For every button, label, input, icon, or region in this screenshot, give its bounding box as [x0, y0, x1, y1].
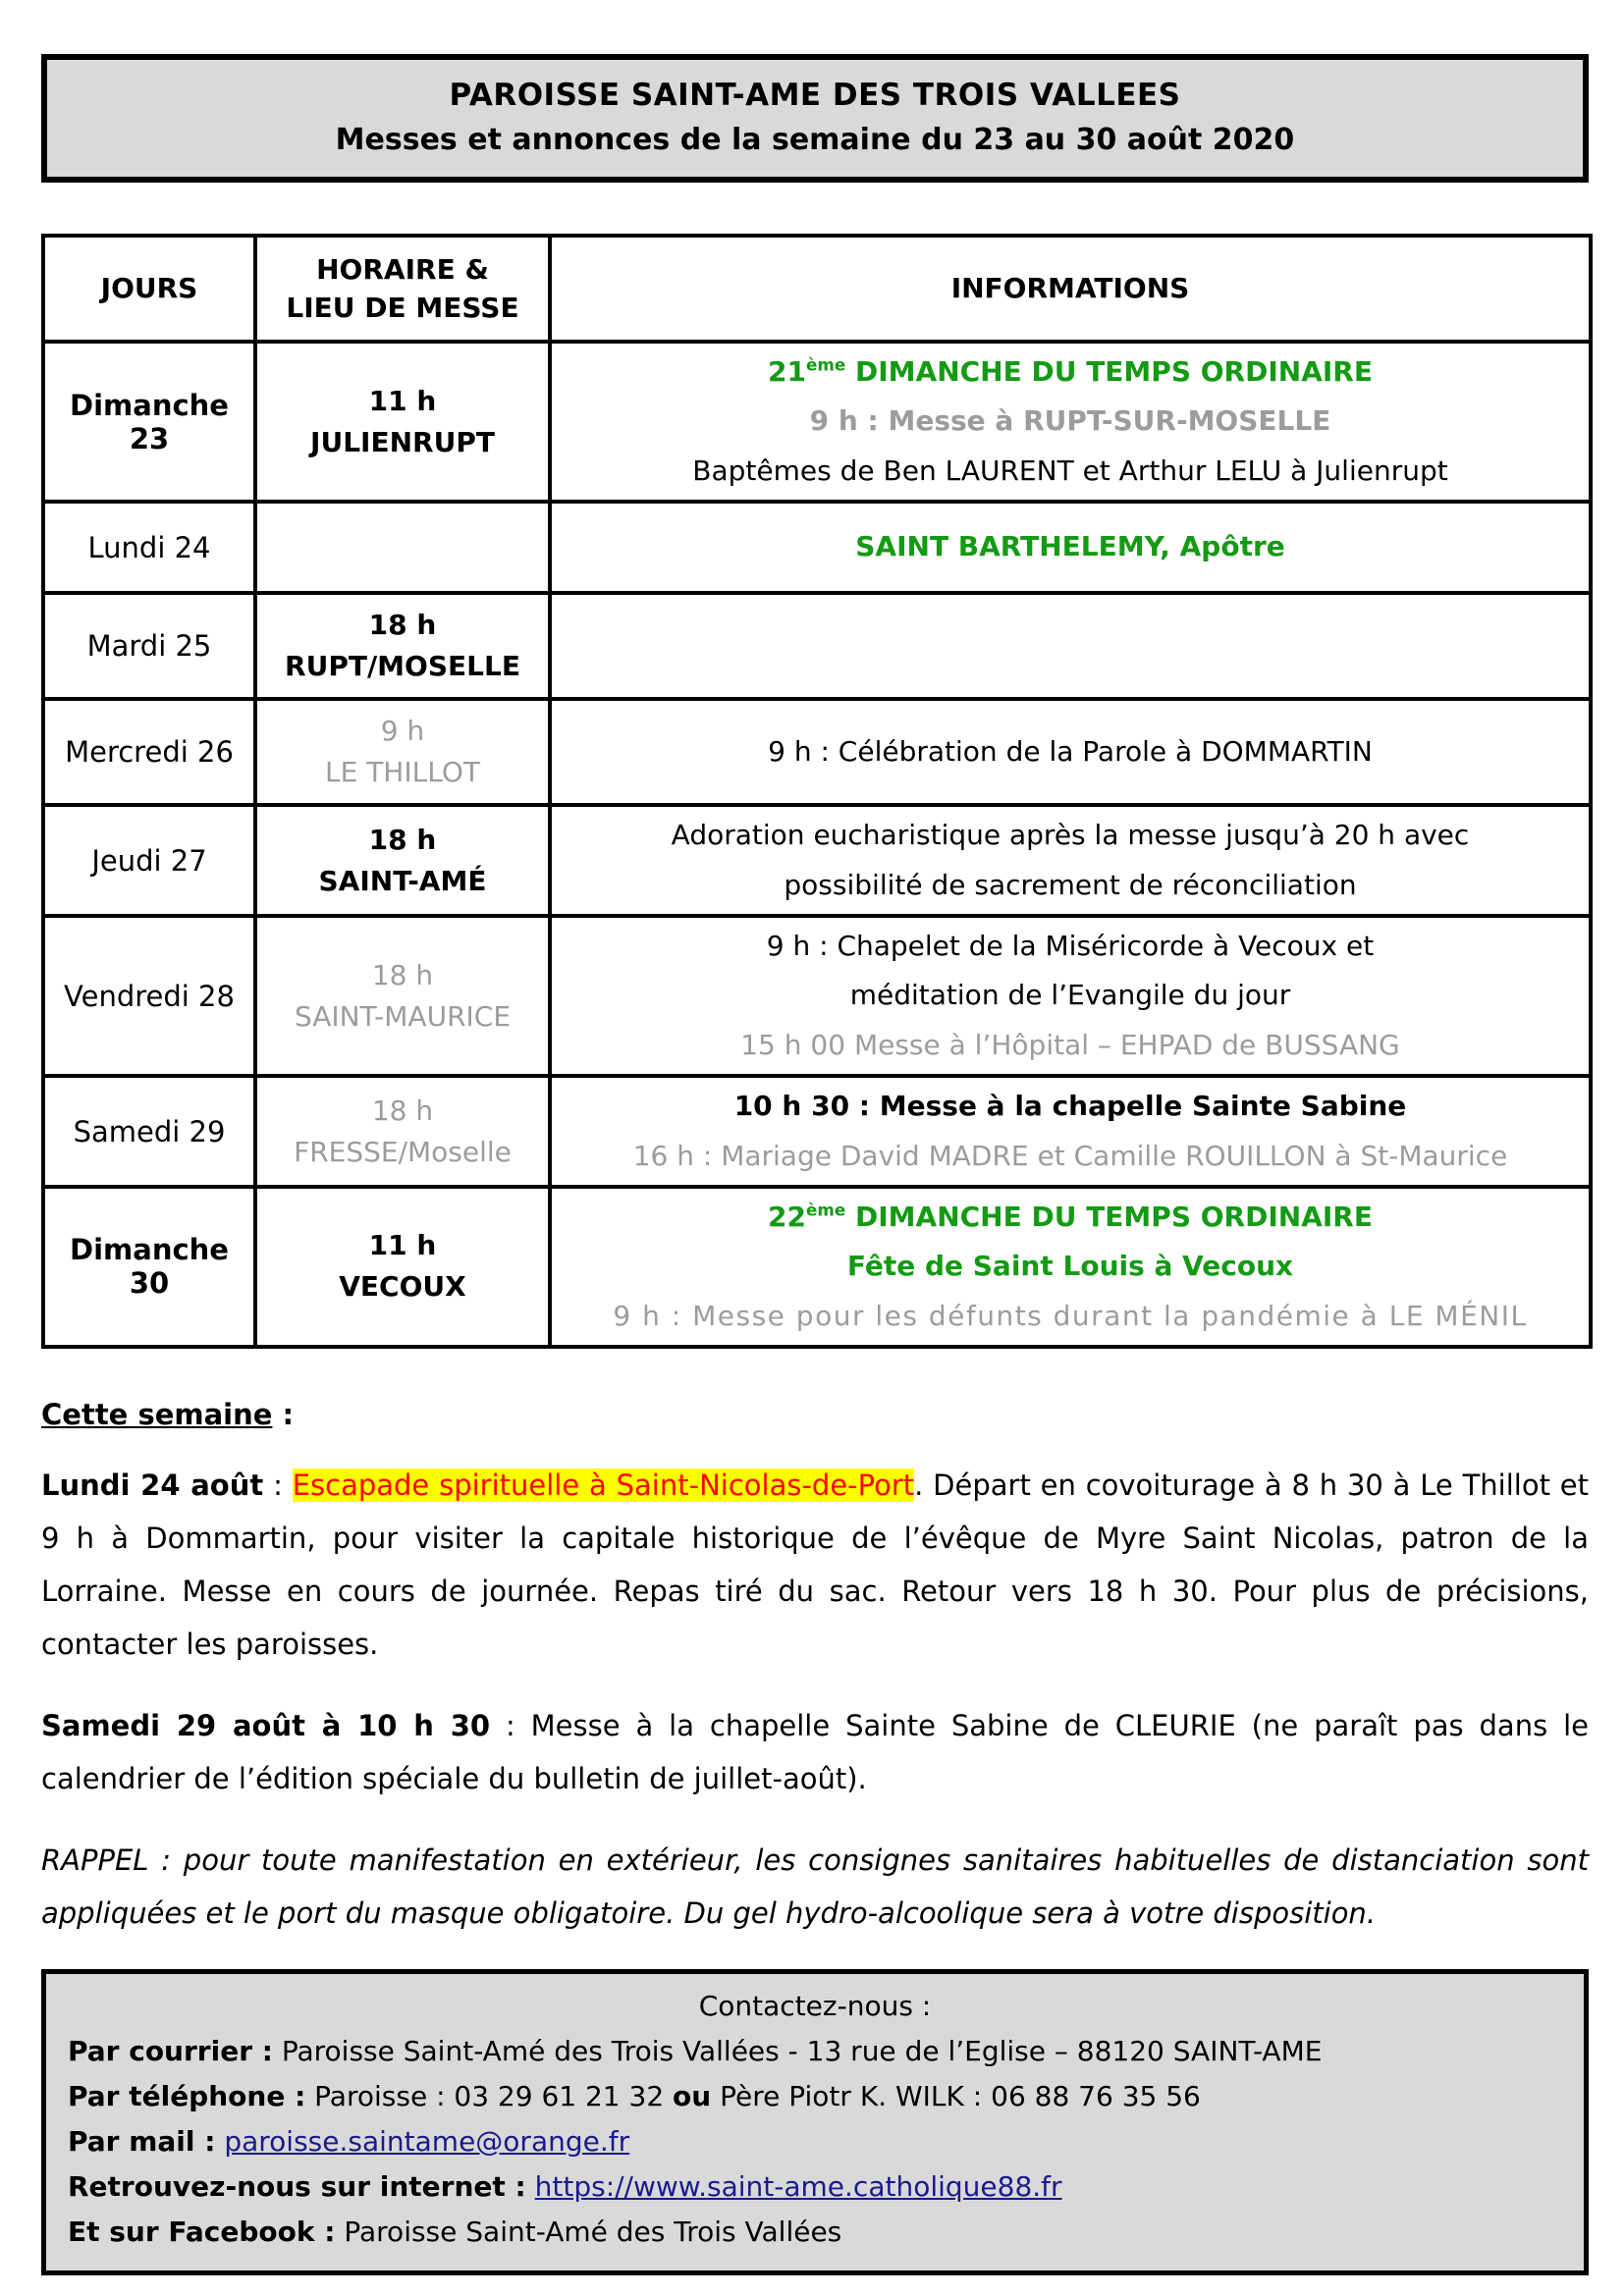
column-header-jours: JOURS [43, 236, 255, 342]
table-row-jeudi-27 [43, 805, 1591, 916]
info-cell: Adoration eucharistique après la messe jusqu’à 20 h avec possibilité de sacrement de réconciliation [550, 805, 1591, 916]
table-row-dimanche-30 [43, 1187, 1591, 1347]
contact-line-mail: Par mail : paroisse.saintame@orange.fr [68, 2125, 630, 2159]
day-cell: Samedi 29 [43, 1076, 255, 1187]
schedule-cell: 9 h LE THILLOT [255, 699, 550, 805]
table-row-mardi-25 [43, 593, 1591, 699]
schedule-cell: 18 h FRESSE/Moselle [255, 1076, 550, 1187]
section-heading-cette-semaine: Cette semaine : [41, 1398, 295, 1432]
schedule-cell: 18 h RUPT/MOSELLE [255, 593, 550, 699]
table-row-dimanche-23 [43, 342, 1591, 502]
paragraph-lundi-24: Lundi 24 août : Escapade spirituelle à Saint-Nicolas-de-Port. Départ en covoiturage à 8 h 30 à Le Thillot et 9 h à Dommartin, pour visiter la capitale historique de l’évêque de Myre Saint Nicolas, patron de la Lorraine. Messe en cours de journée. Repas tiré du sac. Retour vers 18 h 30. Pour plus de précisions, contacter les paroisses. [41, 1468, 1590, 1662]
day-cell: Jeudi 27 [43, 805, 255, 916]
table-row-samedi-29 [43, 1076, 1591, 1187]
info-cell: SAINT BARTHELEMY, Apôtre [550, 502, 1591, 593]
day-cell: Vendredi 28 [43, 916, 255, 1076]
website-link[interactable]: https://www.saint-ame.catholique88.fr [534, 2170, 1062, 2204]
day-cell: Mardi 25 [43, 593, 255, 699]
info-cell: 10 h 30 : Messe à la chapelle Sainte Sabine 16 h : Mariage David MADRE et Camille ROUILLON à St-Maurice [550, 1076, 1591, 1187]
email-link[interactable]: paroisse.saintame@orange.fr [224, 2125, 630, 2159]
contact-heading: Contactez-nous : [698, 1990, 932, 2023]
schedule-cell: 11 h JULIENRUPT [255, 342, 550, 502]
paragraph-samedi-29: Samedi 29 août à 10 h 30 : Messe à la chapelle Sainte Sabine de CLEURIE (ne paraît pas dans le calendrier de l’édition spéciale du bulletin de juillet-août). [41, 1709, 1589, 1796]
contact-line-facebook: Et sur Facebook : Paroisse Saint-Amé des Trois Vallées [68, 2216, 842, 2249]
contact-line-courrier: Par courrier : Paroisse Saint-Amé des Trois Vallées - 13 rue de l’Eglise – 88120 SAINT-AME [68, 2035, 1323, 2068]
info-cell: 9 h : Célébration de la Parole à DOMMARTIN [550, 699, 1591, 805]
table-row-lundi-24 [43, 502, 1591, 593]
day-cell: Lundi 24 [43, 502, 255, 593]
info-cell: 9 h : Chapelet de la Miséricorde à Vecoux et méditation de l’Evangile du jour 15 h 00 Messe à l’Hôpital – EHPAD de BUSSANG [550, 916, 1591, 1076]
schedule-cell: 18 h SAINT-MAURICE [255, 916, 550, 1076]
day-cell: Dimanche 30 [43, 1187, 255, 1347]
info-cell [550, 593, 1591, 699]
schedule-cell: 18 h SAINT-AMÉ [255, 805, 550, 916]
table-header-row [43, 236, 1591, 342]
schedule-cell [255, 502, 550, 593]
sunday-title: 22ème DIMANCHE DU TEMPS ORDINAIRE [768, 1200, 1373, 1233]
table-row-vendredi-28 [43, 916, 1591, 1076]
contact-line-internet: Retrouvez-nous sur internet : https://www.saint-ame.catholique88.fr [68, 2170, 1062, 2204]
sunday-title: 21ème DIMANCHE DU TEMPS ORDINAIRE [768, 354, 1373, 388]
page-subtitle: Messes et annonces de la semaine du 23 au 30 août 2020 [335, 123, 1295, 157]
paragraph-rappel: RAPPEL : pour toute manifestation en extérieur, les consignes sanitaires habituelles de distanciation sont appliquées et le port du masque obligatoire. Du gel hydro-alcoolique sera à votre disposition. [41, 1843, 1589, 1931]
contact-line-telephone: Par téléphone : Paroisse : 03 29 61 21 32 ou Père Piotr K. WILK : 06 88 76 35 56 [68, 2080, 1201, 2113]
contact-box [41, 1969, 1589, 2275]
day-cell: Dimanche 23 [43, 342, 255, 502]
highlighted-text: Escapade spirituelle à Saint-Nicolas-de-Port [292, 1468, 915, 1503]
page-title: PAROISSE SAINT-AME DES TROIS VALLEES [449, 78, 1181, 113]
schedule-cell: 11 h VECOUX [255, 1187, 550, 1347]
day-cell: Mercredi 26 [43, 699, 255, 805]
info-cell: 22ème DIMANCHE DU TEMPS ORDINAIRE Fête de Saint Louis à Vecoux 9 h : Messe pour les défunts durant la pandémie à LE MÉNIL [550, 1187, 1591, 1347]
column-header-horaire: HORAIRE & LIEU DE MESSE [255, 236, 550, 342]
column-header-informations: INFORMATIONS [550, 236, 1591, 342]
header-box [41, 54, 1589, 183]
table-row-mercredi-26 [43, 699, 1591, 805]
info-cell: 21ème DIMANCHE DU TEMPS ORDINAIRE 9 h : Messe à RUPT-SUR-MOSELLE Baptêmes de Ben LAURENT et Arthur LELU à Julienrupt [550, 342, 1591, 502]
mass-schedule-table [41, 234, 1593, 1349]
